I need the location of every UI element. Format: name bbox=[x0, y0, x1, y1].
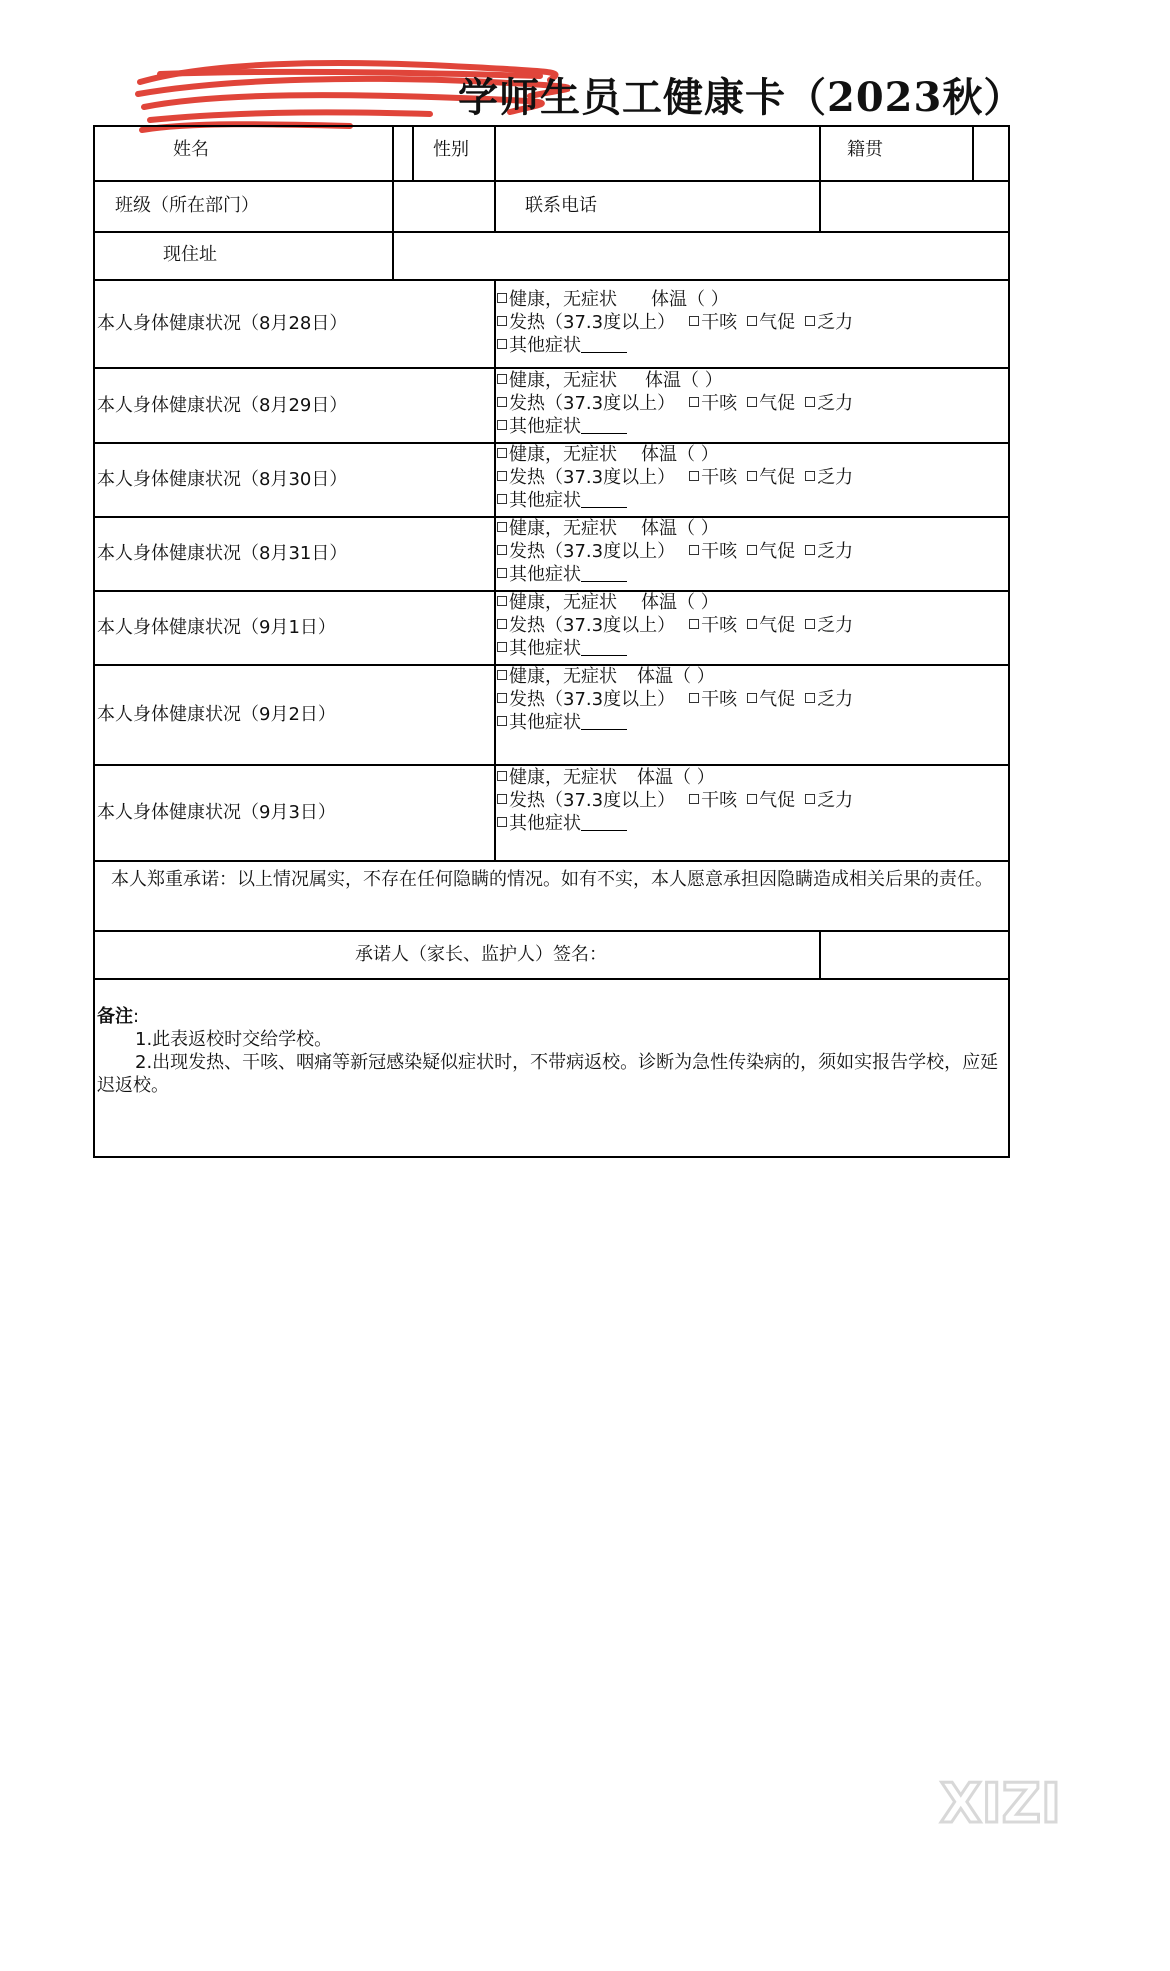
healthy-checkbox[interactable] bbox=[497, 596, 507, 606]
health-row-options: 健康，无症状 体温（ ） 发热（37.3度以上） 干咳 气促 乏力 其他症状 bbox=[497, 288, 997, 357]
native-place-label: 籍贯 bbox=[847, 139, 883, 160]
other-symptoms-blank[interactable] bbox=[581, 565, 627, 582]
remarks-section bbox=[97, 1005, 1005, 1097]
name-label: 姓名 bbox=[173, 139, 209, 160]
dry-cough-checkbox[interactable] bbox=[689, 471, 699, 481]
remarks-colon: : bbox=[133, 1006, 140, 1027]
other-symptoms-blank[interactable] bbox=[581, 814, 627, 831]
watermark-logo bbox=[938, 1772, 1088, 1830]
shortness-of-breath-checkbox[interactable] bbox=[747, 794, 757, 804]
border bbox=[494, 180, 496, 231]
gender-field[interactable] bbox=[497, 129, 817, 177]
remarks-item-1: 1.此表返校时交给学校。 bbox=[135, 1029, 333, 1050]
form-title-text: 学师生员工健康卡（2023秋） bbox=[458, 74, 1025, 121]
dry-cough-checkbox[interactable] bbox=[689, 794, 699, 804]
class-field[interactable] bbox=[395, 183, 492, 229]
watermark-text: XIZI bbox=[940, 1772, 1061, 1830]
health-row-options: 健康，无症状 体温（ ） 发热（37.3度以上） 干咳 气促 乏力 其他症状 bbox=[497, 591, 997, 660]
border bbox=[93, 978, 1010, 980]
remarks-item-2: 2.出现发热、干咳、咽痛等新冠感染疑似症状时，不带病返校。诊断为急性传染病的，须如实报告学校，应延迟返校。 bbox=[97, 1052, 999, 1096]
fever-checkbox[interactable] bbox=[497, 619, 507, 629]
border bbox=[93, 860, 1010, 862]
shortness-of-breath-checkbox[interactable] bbox=[747, 471, 757, 481]
signature-field[interactable] bbox=[822, 933, 1006, 976]
signature-label: 承诺人（家长、监护人）签名： bbox=[355, 944, 607, 965]
border bbox=[412, 125, 414, 180]
dry-cough-checkbox[interactable] bbox=[689, 397, 699, 407]
border bbox=[93, 930, 1010, 932]
shortness-of-breath-checkbox[interactable] bbox=[747, 316, 757, 326]
other-symptoms-blank[interactable] bbox=[581, 417, 627, 434]
shortness-of-breath-checkbox[interactable] bbox=[747, 619, 757, 629]
border bbox=[819, 125, 821, 180]
phone-field[interactable] bbox=[822, 183, 1006, 229]
border bbox=[494, 125, 496, 180]
fatigue-checkbox[interactable] bbox=[805, 545, 815, 555]
border bbox=[93, 231, 1010, 233]
shortness-of-breath-checkbox[interactable] bbox=[747, 397, 757, 407]
border bbox=[392, 125, 394, 180]
health-row-label: 本人身体健康状况（8月30日） bbox=[97, 469, 348, 490]
border bbox=[392, 180, 394, 231]
healthy-checkbox[interactable] bbox=[497, 374, 507, 384]
other-checkbox[interactable] bbox=[497, 420, 507, 430]
dry-cough-checkbox[interactable] bbox=[689, 619, 699, 629]
health-row-label: 本人身体健康状况（9月2日） bbox=[97, 704, 336, 725]
health-row-label: 本人身体健康状况（8月28日） bbox=[97, 313, 348, 334]
native-place-field[interactable] bbox=[975, 129, 1007, 177]
other-checkbox[interactable] bbox=[497, 494, 507, 504]
other-checkbox[interactable] bbox=[497, 339, 507, 349]
healthy-checkbox[interactable] bbox=[497, 522, 507, 532]
dry-cough-checkbox[interactable] bbox=[689, 693, 699, 703]
fever-checkbox[interactable] bbox=[497, 794, 507, 804]
other-checkbox[interactable] bbox=[497, 716, 507, 726]
fatigue-checkbox[interactable] bbox=[805, 397, 815, 407]
form-title bbox=[140, 72, 1025, 124]
border bbox=[819, 180, 821, 231]
healthy-checkbox[interactable] bbox=[497, 771, 507, 781]
remarks-heading: 备注 bbox=[97, 1006, 133, 1027]
border bbox=[972, 125, 974, 180]
health-row-options: 健康，无症状 体温（ ） 发热（37.3度以上） 干咳 气促 乏力 其他症状 bbox=[497, 443, 997, 512]
other-checkbox[interactable] bbox=[497, 642, 507, 652]
health-card-form bbox=[93, 125, 1010, 1158]
healthy-checkbox[interactable] bbox=[497, 293, 507, 303]
border bbox=[93, 180, 1010, 182]
phone-label: 联系电话 bbox=[525, 195, 597, 216]
other-symptoms-blank[interactable] bbox=[581, 713, 627, 730]
fatigue-checkbox[interactable] bbox=[805, 619, 815, 629]
dry-cough-checkbox[interactable] bbox=[689, 545, 699, 555]
other-symptoms-blank[interactable] bbox=[581, 639, 627, 656]
health-row-options: 健康，无症状 体温（ ） 发热（37.3度以上） 干咳 气促 乏力 其他症状 bbox=[497, 665, 997, 734]
border bbox=[392, 231, 394, 279]
fever-checkbox[interactable] bbox=[497, 471, 507, 481]
fatigue-checkbox[interactable] bbox=[805, 794, 815, 804]
health-row-options: 健康，无症状 体温（ ） 发热（37.3度以上） 干咳 气促 乏力 其他症状 bbox=[497, 369, 997, 438]
shortness-of-breath-checkbox[interactable] bbox=[747, 693, 757, 703]
health-row-label: 本人身体健康状况（8月29日） bbox=[97, 394, 348, 416]
healthy-checkbox[interactable] bbox=[497, 448, 507, 458]
health-row-label: 本人身体健康状况（9月1日） bbox=[97, 617, 336, 638]
gender-label: 性别 bbox=[433, 139, 469, 160]
border bbox=[819, 930, 821, 978]
healthy-checkbox[interactable] bbox=[497, 670, 507, 680]
address-label: 现住址 bbox=[163, 244, 217, 265]
fatigue-checkbox[interactable] bbox=[805, 693, 815, 703]
border bbox=[93, 1156, 1010, 1158]
fatigue-checkbox[interactable] bbox=[805, 316, 815, 326]
fever-checkbox[interactable] bbox=[497, 693, 507, 703]
other-checkbox[interactable] bbox=[497, 817, 507, 827]
fever-checkbox[interactable] bbox=[497, 545, 507, 555]
fever-checkbox[interactable] bbox=[497, 397, 507, 407]
fatigue-checkbox[interactable] bbox=[805, 471, 815, 481]
other-symptoms-blank[interactable] bbox=[581, 336, 627, 353]
health-row-options: 健康，无症状 体温（ ） 发热（37.3度以上） 干咳 气促 乏力 其他症状 bbox=[497, 766, 997, 835]
dry-cough-checkbox[interactable] bbox=[689, 316, 699, 326]
class-label: 班级（所在部门） bbox=[115, 195, 259, 216]
fever-checkbox[interactable] bbox=[497, 316, 507, 326]
health-row-label: 本人身体健康状况（9月3日） bbox=[97, 802, 336, 823]
other-symptoms-blank[interactable] bbox=[581, 491, 627, 508]
shortness-of-breath-checkbox[interactable] bbox=[747, 545, 757, 555]
address-field[interactable] bbox=[395, 234, 1005, 277]
promise-statement: 本人郑重承诺：以上情况属实，不存在任何隐瞒的情况。如有不实，本人愿意承担因隐瞒造成相关后果的责任。 bbox=[111, 869, 993, 890]
name-field[interactable] bbox=[395, 129, 411, 177]
health-row-options: 健康，无症状 体温（ ） 发热（37.3度以上） 干咳 气促 乏力 其他症状 bbox=[497, 517, 997, 586]
other-checkbox[interactable] bbox=[497, 568, 507, 578]
health-row-label: 本人身体健康状况（8月31日） bbox=[97, 543, 348, 564]
border bbox=[93, 125, 1010, 127]
